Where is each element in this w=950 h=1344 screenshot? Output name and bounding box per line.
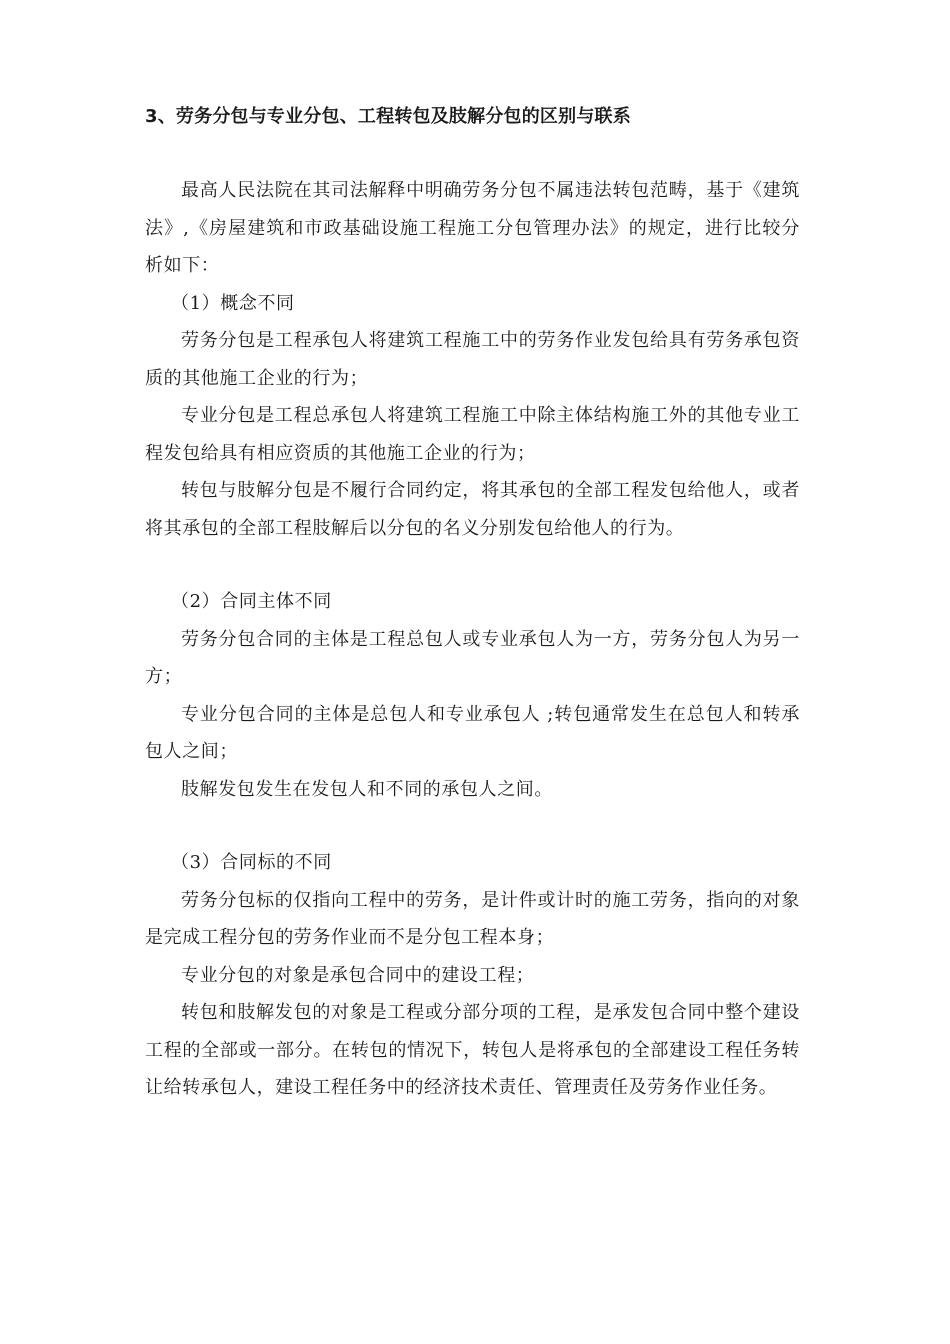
paragraph: 专业分包合同的主体是总包人和专业承包人 ;转包通常发生在总包人和转承包人之间； xyxy=(145,703,800,762)
subsection-title-1: （1）概念不同 xyxy=(171,292,295,314)
section-heading: 3、劳务分包与专业分包、工程转包及肢解分包的区别与联系 xyxy=(145,106,631,127)
paragraph: 劳务分包标的仅指向工程中的劳务，是计件或计时的施工劳务，指向的对象是完成工程分包的劳务作业而不是分包工程本身； xyxy=(145,889,800,948)
paragraph: 专业分包是工程总承包人将建筑工程施工中除主体结构施工外的其他专业工程发包给具有相应资质的其他施工企业的行为； xyxy=(145,405,800,464)
paragraph: 劳务分包合同的主体是工程总包人或专业承包人为一方，劳务分包人为另一方； xyxy=(145,628,800,687)
subsection-title-2: （2）合同主体不同 xyxy=(171,591,332,612)
paragraph: 肢解发包发生在发包人和不同的承包人之间。 xyxy=(181,778,553,800)
intro-paragraph: 最高人民法院在其司法解释中明确劳务分包不属违法转包范畴，基于《建筑法》,《房屋建筑和市政基础设施工程施工分包管理办法》的规定，进行比较分析如下： xyxy=(145,180,800,276)
spacer xyxy=(145,547,800,583)
document-page xyxy=(145,98,800,1107)
paragraph: 转包与肢解分包是不履行合同约定，将其承包的全部工程发包给他人，或者将其承包的全部工程肢解后以分包的名义分别发包给他人的行为。 xyxy=(145,480,800,539)
spacer xyxy=(145,808,800,844)
paragraph: 专业分包的对象是承包合同中的建设工程； xyxy=(181,964,535,986)
paragraph: 劳务分包是工程承包人将建筑工程施工中的劳务作业发包给具有劳务承包资质的其他施工企业的行为； xyxy=(145,330,800,389)
subsection-title-3: （3）合同标的不同 xyxy=(171,852,332,873)
paragraph: 转包和肢解发包的对象是工程或分部分项的工程，是承发包合同中整个建设工程的全部或一部分。在转包的情况下，转包人是将承包的全部建设工程任务转让给转承包人，建设工程任务中的经济技术责任、管理责任及劳务作业任务。 xyxy=(145,1002,800,1098)
